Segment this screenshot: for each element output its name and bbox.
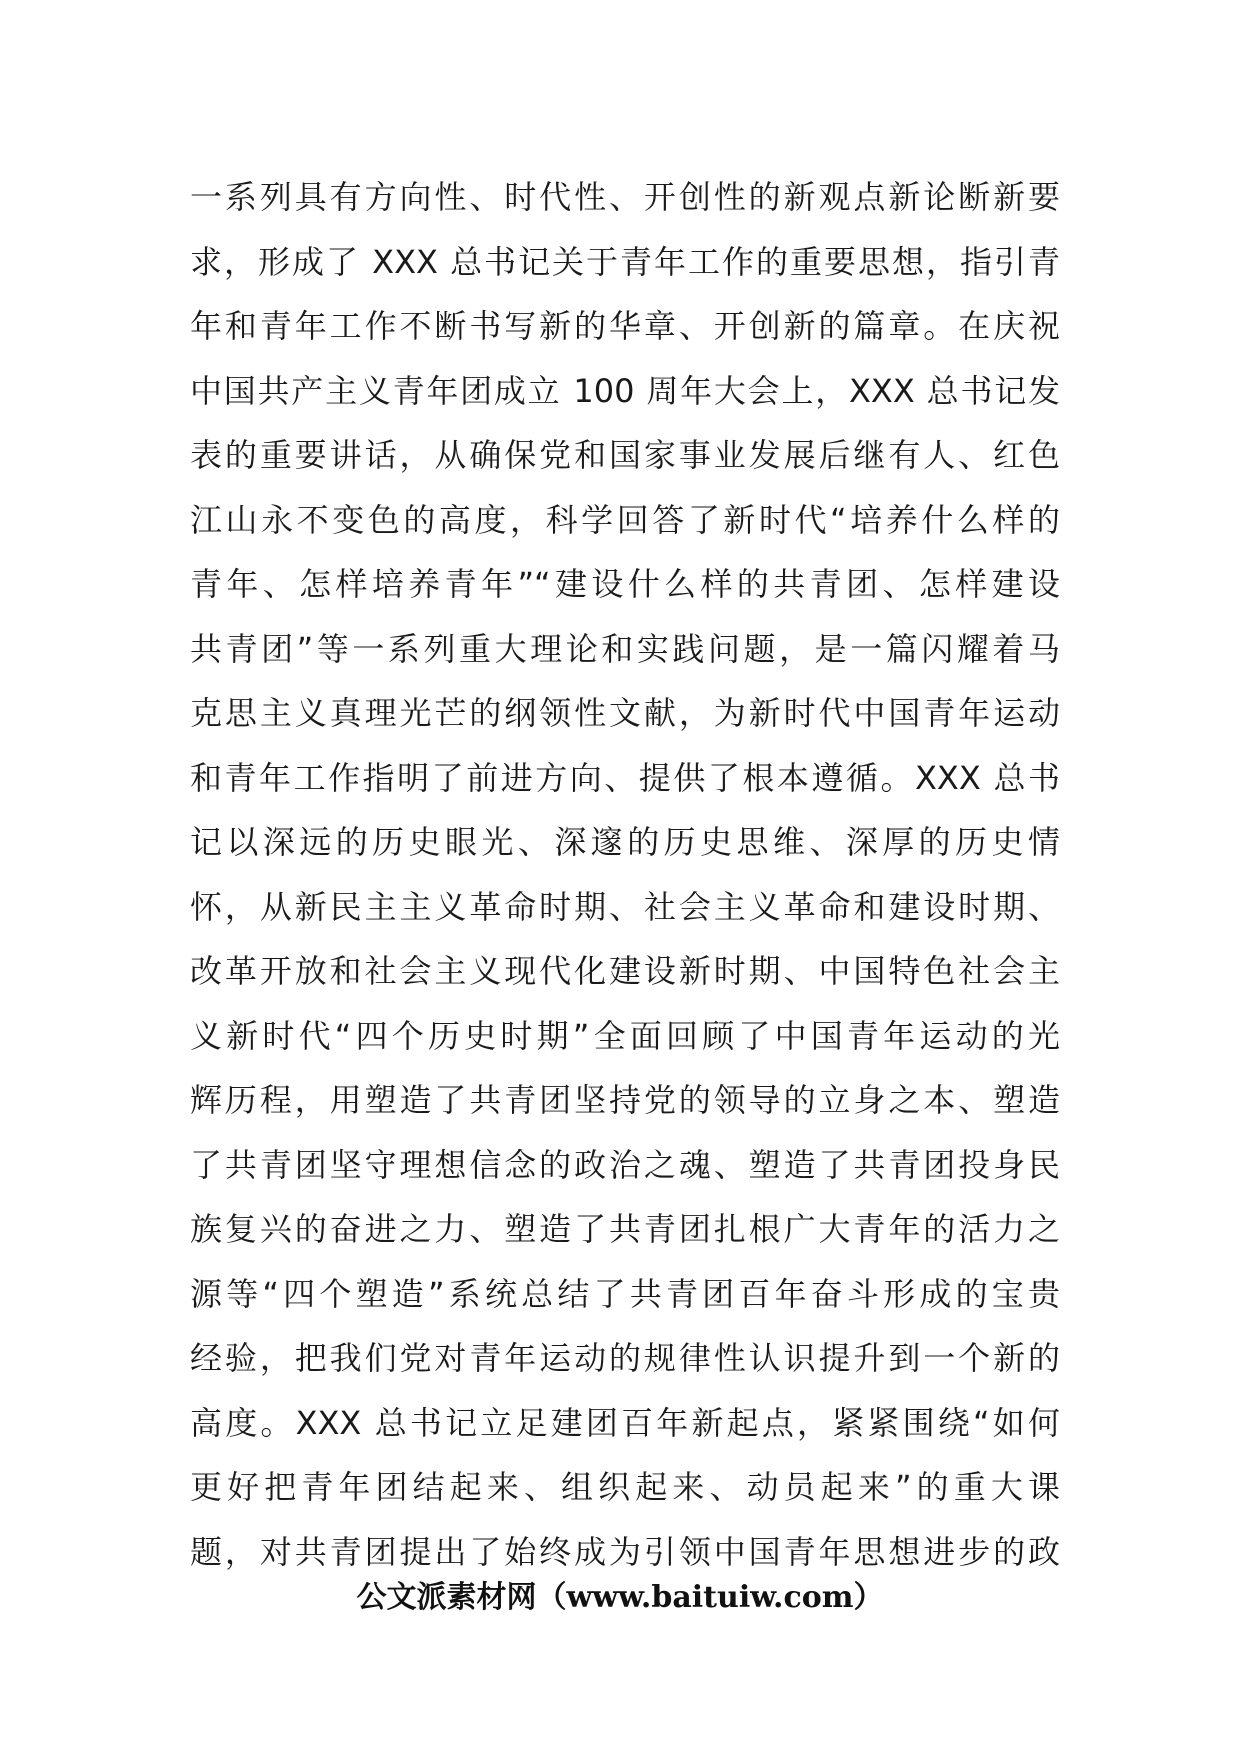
body-line: 怀，从新民主主义革命时期、社会主义革命和建设时期、 bbox=[190, 887, 1060, 926]
body-line: 经验，把我们党对青年运动的规律性认识提升到一个新的 bbox=[190, 1339, 1060, 1377]
body-line: 记以深远的历史眼光、深邃的历史思维、深厚的历史情 bbox=[190, 823, 1060, 861]
body-line: 一系列具有方向性、时代性、开创性的新观点新论断新要 bbox=[190, 178, 1060, 216]
body-line: 中国共产主义青年团成立 100 周年大会上，XXX 总书记发 bbox=[190, 371, 1060, 410]
body-text bbox=[190, 165, 1060, 1584]
body-line: 求，形成了 XXX 总书记关于青年工作的重要思想，指引青 bbox=[190, 242, 1060, 281]
body-line: 辉历程，用塑造了共青团坚持党的领导的立身之本、塑造 bbox=[190, 1081, 1060, 1119]
body-line: 克思主义真理光芒的纲领性文献，为新时代中国青年运动 bbox=[190, 694, 1060, 732]
body-line: 改革开放和社会主义现代化建设新时期、中国特色社会主 bbox=[190, 952, 1060, 990]
body-line: 义新时代“四个历史时期”全面回顾了中国青年运动的光 bbox=[190, 1016, 1060, 1055]
body-line: 年和青年工作不断书写新的华章、开创新的篇章。在庆祝 bbox=[190, 307, 1060, 345]
body-line: 族复兴的奋进之力、塑造了共青团扎根广大青年的活力之 bbox=[190, 1210, 1060, 1248]
page-footer: 公文派素材网（www.baituiw.com） bbox=[356, 1580, 884, 1615]
body-line: 题，对共青团提出了始终成为引领中国青年思想进步的政 bbox=[190, 1532, 1060, 1571]
body-line: 共青团”等一系列重大理论和实践问题，是一篇闪耀着马 bbox=[190, 629, 1060, 668]
body-line: 源等“四个塑造”系统总结了共青团百年奋斗形成的宝贵 bbox=[190, 1274, 1060, 1313]
body-line: 青年、怎样培养青年”“建设什么样的共青团、怎样建设 bbox=[190, 565, 1060, 603]
body-line: 表的重要讲话，从确保党和国家事业发展后继有人、红色 bbox=[190, 436, 1060, 474]
body-line: 高度。XXX 总书记立足建团百年新起点，紧紧围绕“如何 bbox=[190, 1403, 1060, 1442]
body-line: 更好把青年团结起来、组织起来、动员起来”的重大课 bbox=[190, 1468, 1060, 1506]
body-line: 和青年工作指明了前进方向、提供了根本遵循。XXX 总书 bbox=[190, 758, 1060, 797]
body-line: 江山永不变色的高度，科学回答了新时代“培养什么样的 bbox=[190, 500, 1060, 539]
body-line: 了共青团坚守理想信念的政治之魂、塑造了共青团投身民 bbox=[190, 1145, 1060, 1184]
